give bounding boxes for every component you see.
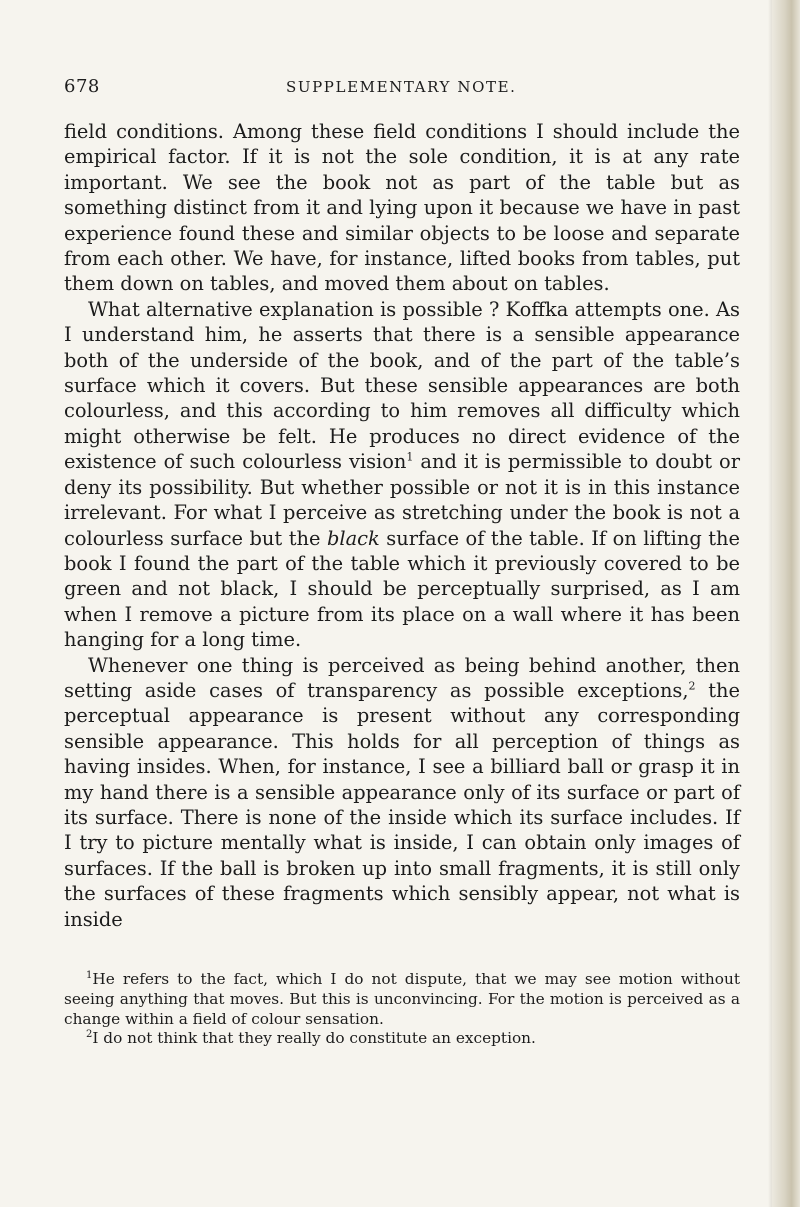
paragraph-2-text-b: and it is permissible to doubt or deny its possibility. But whether possible or not it is in this instance irrelevant. For what I perceive as stretching under the book is not a colourless surface but the bbox=[64, 450, 740, 550]
footnote-2 bbox=[64, 1029, 740, 1049]
footnote-1 bbox=[64, 970, 740, 1029]
paragraph-2-text-a: What alternative explanation is possible ? Koffka attempts one. As I understand him, he asserts that there is a sensible appearance both of the underside of the book, and of the part of the table’s surface which it covers. But these sensible appearances are both colourless, and this according to him removes all difficulty which might otherwise be felt. He produces no direct evidence of the existence of such colourless vision bbox=[64, 297, 740, 474]
paragraph-3-text-a: Whenever one thing is perceived as being behind another, then setting aside cases of transparency as possible exceptions, bbox=[64, 653, 740, 702]
page-edge bbox=[772, 0, 800, 1207]
page-number: 678 bbox=[64, 76, 100, 97]
paragraph-1-text: field conditions. Among these field conditions I should include the empirical factor. If it is not the sole condition, it is at any rate important. We see the book not as part of the table but as something distinct from it and lying upon it because we have in past experience found these and similar objects to be loose and separate from each other. We have, for instance, lifted books from tables, put them down on tables, and moved them about on tables. bbox=[64, 120, 740, 296]
footnote-ref-2: 2 bbox=[688, 679, 696, 693]
footnote-2-marker: 2 bbox=[86, 1029, 93, 1041]
paragraph-2-text-c: surface of the table. If on lifting the book I found the part of the table which it previously covered to be green and not black, I should be perceptually surprised, as I am when I remove a picture from its place on a wall where it has been hanging for a long time. bbox=[64, 526, 740, 652]
page-header bbox=[64, 76, 754, 106]
footnote-1-text: He refers to the fact, which I do not dispute, that we may see motion without seeing anything that moves. But this is unconvincing. For the motion is perceived as a change within a field of colour sensation. bbox=[64, 970, 740, 1028]
body-text bbox=[64, 119, 740, 932]
paragraph-3-text-b: the perceptual appearance is present without any corresponding sensible appearance. This holds for all perception of things as having insides. When, for instance, I see a billiard ball or grasp it in my hand there is a sensible appearance only of its surface or part of its surface. There is none of the inside which its surface includes. If I try to picture mentally what is inside, I can obtain only images of surfaces. If the ball is broken up into small fragments, it is still only the surfaces of these fragments which sensibly appear, not what is inside bbox=[64, 678, 740, 931]
footnote-1-marker: 1 bbox=[86, 969, 93, 981]
paragraph-2 bbox=[64, 297, 740, 653]
paragraph-3 bbox=[64, 653, 740, 932]
paragraph-1 bbox=[64, 119, 740, 297]
footnotes bbox=[64, 970, 740, 1049]
footnote-ref-1: 1 bbox=[406, 450, 414, 464]
footnote-2-text: I do not think that they really do constitute an exception. bbox=[92, 1029, 536, 1048]
running-head: SUPPLEMENTARY NOTE. bbox=[286, 78, 517, 96]
emphasis-black: black bbox=[326, 526, 380, 550]
